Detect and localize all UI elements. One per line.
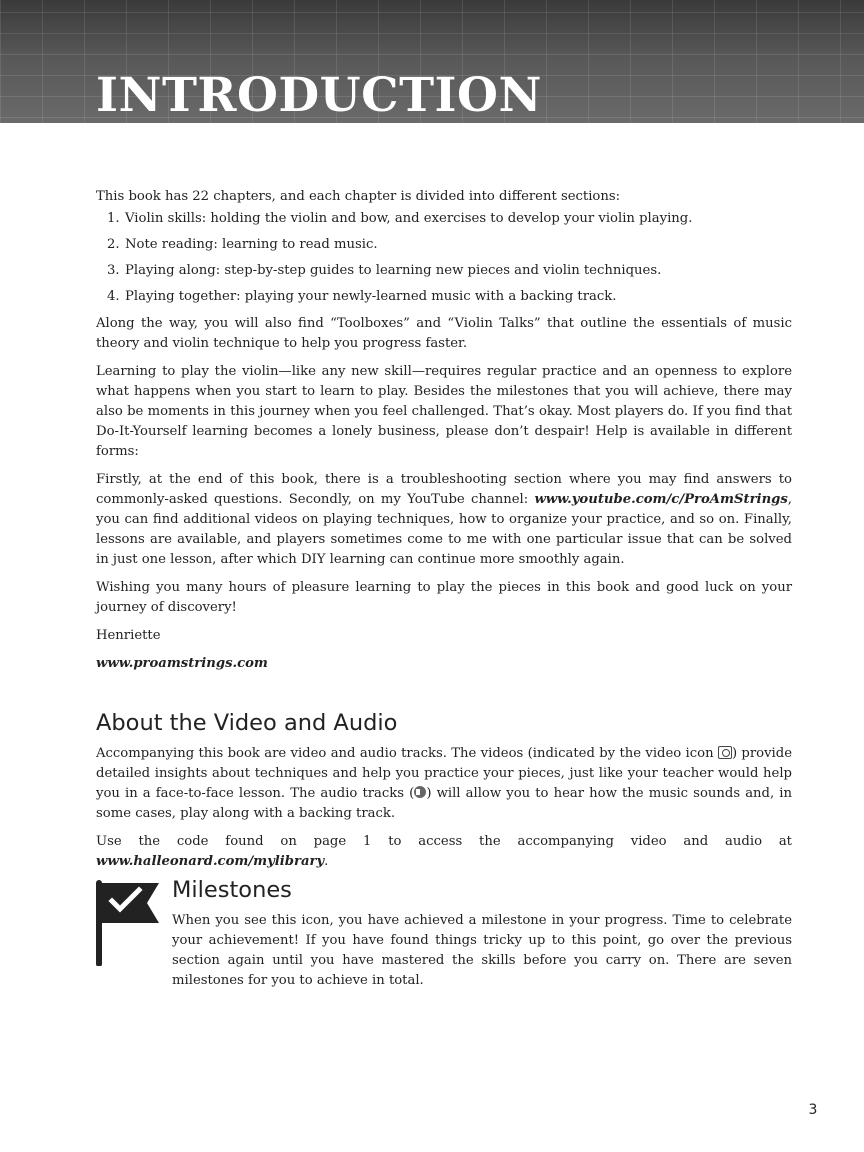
page-title: INTRODUCTION <box>96 68 542 123</box>
list-item-text: Playing along: step-by-step guides to learning new pieces and violin techniques. <box>125 263 662 278</box>
signature-link[interactable]: www.proamstrings.com <box>96 656 268 671</box>
access-text-end: . <box>324 854 329 869</box>
help-text-start: Firstly, at the end of this book, there is a troubleshooting section where you may find answers to commonly-asked questions. Secondly, on my YouTube channel: <box>96 472 792 507</box>
list-item <box>96 209 792 229</box>
audio-icon <box>414 786 426 798</box>
list-item-number: 2. <box>107 237 120 252</box>
help-text-end: , you can find additional videos on playing techniques, how to organize your practice, and so on. Finally, lessons are available, and players sometimes come to me with one particular issue that can be solved in just one lesson, after which DIY learning can continue more smoothly again. <box>96 492 792 567</box>
about-paragraph <box>96 744 792 824</box>
signature-name: Henriette <box>96 628 161 643</box>
list-item-text: Note reading: learning to read music. <box>125 237 378 252</box>
about-text-part1: Accompanying this book are video and audio tracks. The videos (indicated by the video icon <box>96 746 718 761</box>
list-item <box>96 287 792 307</box>
sections-list <box>96 209 792 307</box>
milestones-section <box>172 875 792 991</box>
learning-paragraph: Learning to play the violin—like any new skill—requires regular practice and an openness to explore what happens when you start to learn to play. Besides the milestones that you will achieve, there may also be moments in this journey when you feel challenged. That’s okay. Most players do. If you find that Do-It-Yourself learning becomes a lonely business, please don’t despair! Help is available in different forms: <box>96 364 792 459</box>
intro-body <box>96 187 792 682</box>
list-item-number: 1. <box>107 211 120 226</box>
about-text-part3: ) will allow you to hear how the music sounds and, in some cases, play along with a backing track. <box>96 786 792 821</box>
list-item-text: Violin skills: holding the violin and bow, and exercises to develop your violin playing. <box>125 211 693 226</box>
access-text: Use the code found on page 1 to access the accompanying video and audio at <box>96 834 792 849</box>
youtube-link[interactable]: www.youtube.com/c/ProAmStrings <box>534 492 788 507</box>
list-item <box>96 261 792 281</box>
page-number: 3 <box>808 1102 818 1118</box>
list-item-text: Playing together: playing your newly-learned music with a backing track. <box>125 289 617 304</box>
about-section <box>96 708 792 880</box>
about-heading: About the Video and Audio <box>96 710 398 736</box>
about-text-part2: ) provide detailed insights about techniques and help you practice your pieces, just like your teacher would help you in a face-to-face lesson. The audio tracks ( <box>96 746 793 801</box>
library-link[interactable]: www.halleonard.com/mylibrary <box>96 854 325 869</box>
milestone-flag-icon <box>96 880 162 966</box>
toolboxes-paragraph: Along the way, you will also find “Toolboxes” and “Violin Talks” that outline the essentials of music theory and violin technique to help you progress faster. <box>96 316 792 351</box>
intro-lead: This book has 22 chapters, and each chapter is divided into different sections: <box>96 189 621 204</box>
video-icon <box>718 746 732 759</box>
wishing-paragraph: Wishing you many hours of pleasure learning to play the pieces in this book and good luck on your journey of discovery! <box>96 580 792 615</box>
milestones-paragraph: When you see this icon, you have achieved a milestone in your progress. Time to celebrate your achievement! If you have found things tricky up to this point, go over the previous section again until you have mastered the skills before you carry on. There are seven milestones for you to achieve in total. <box>172 913 792 988</box>
milestones-heading: Milestones <box>172 877 292 903</box>
list-item-number: 3. <box>107 263 120 278</box>
list-item <box>96 235 792 255</box>
list-item-number: 4. <box>107 289 120 304</box>
access-paragraph <box>96 832 792 872</box>
help-paragraph <box>96 470 792 570</box>
